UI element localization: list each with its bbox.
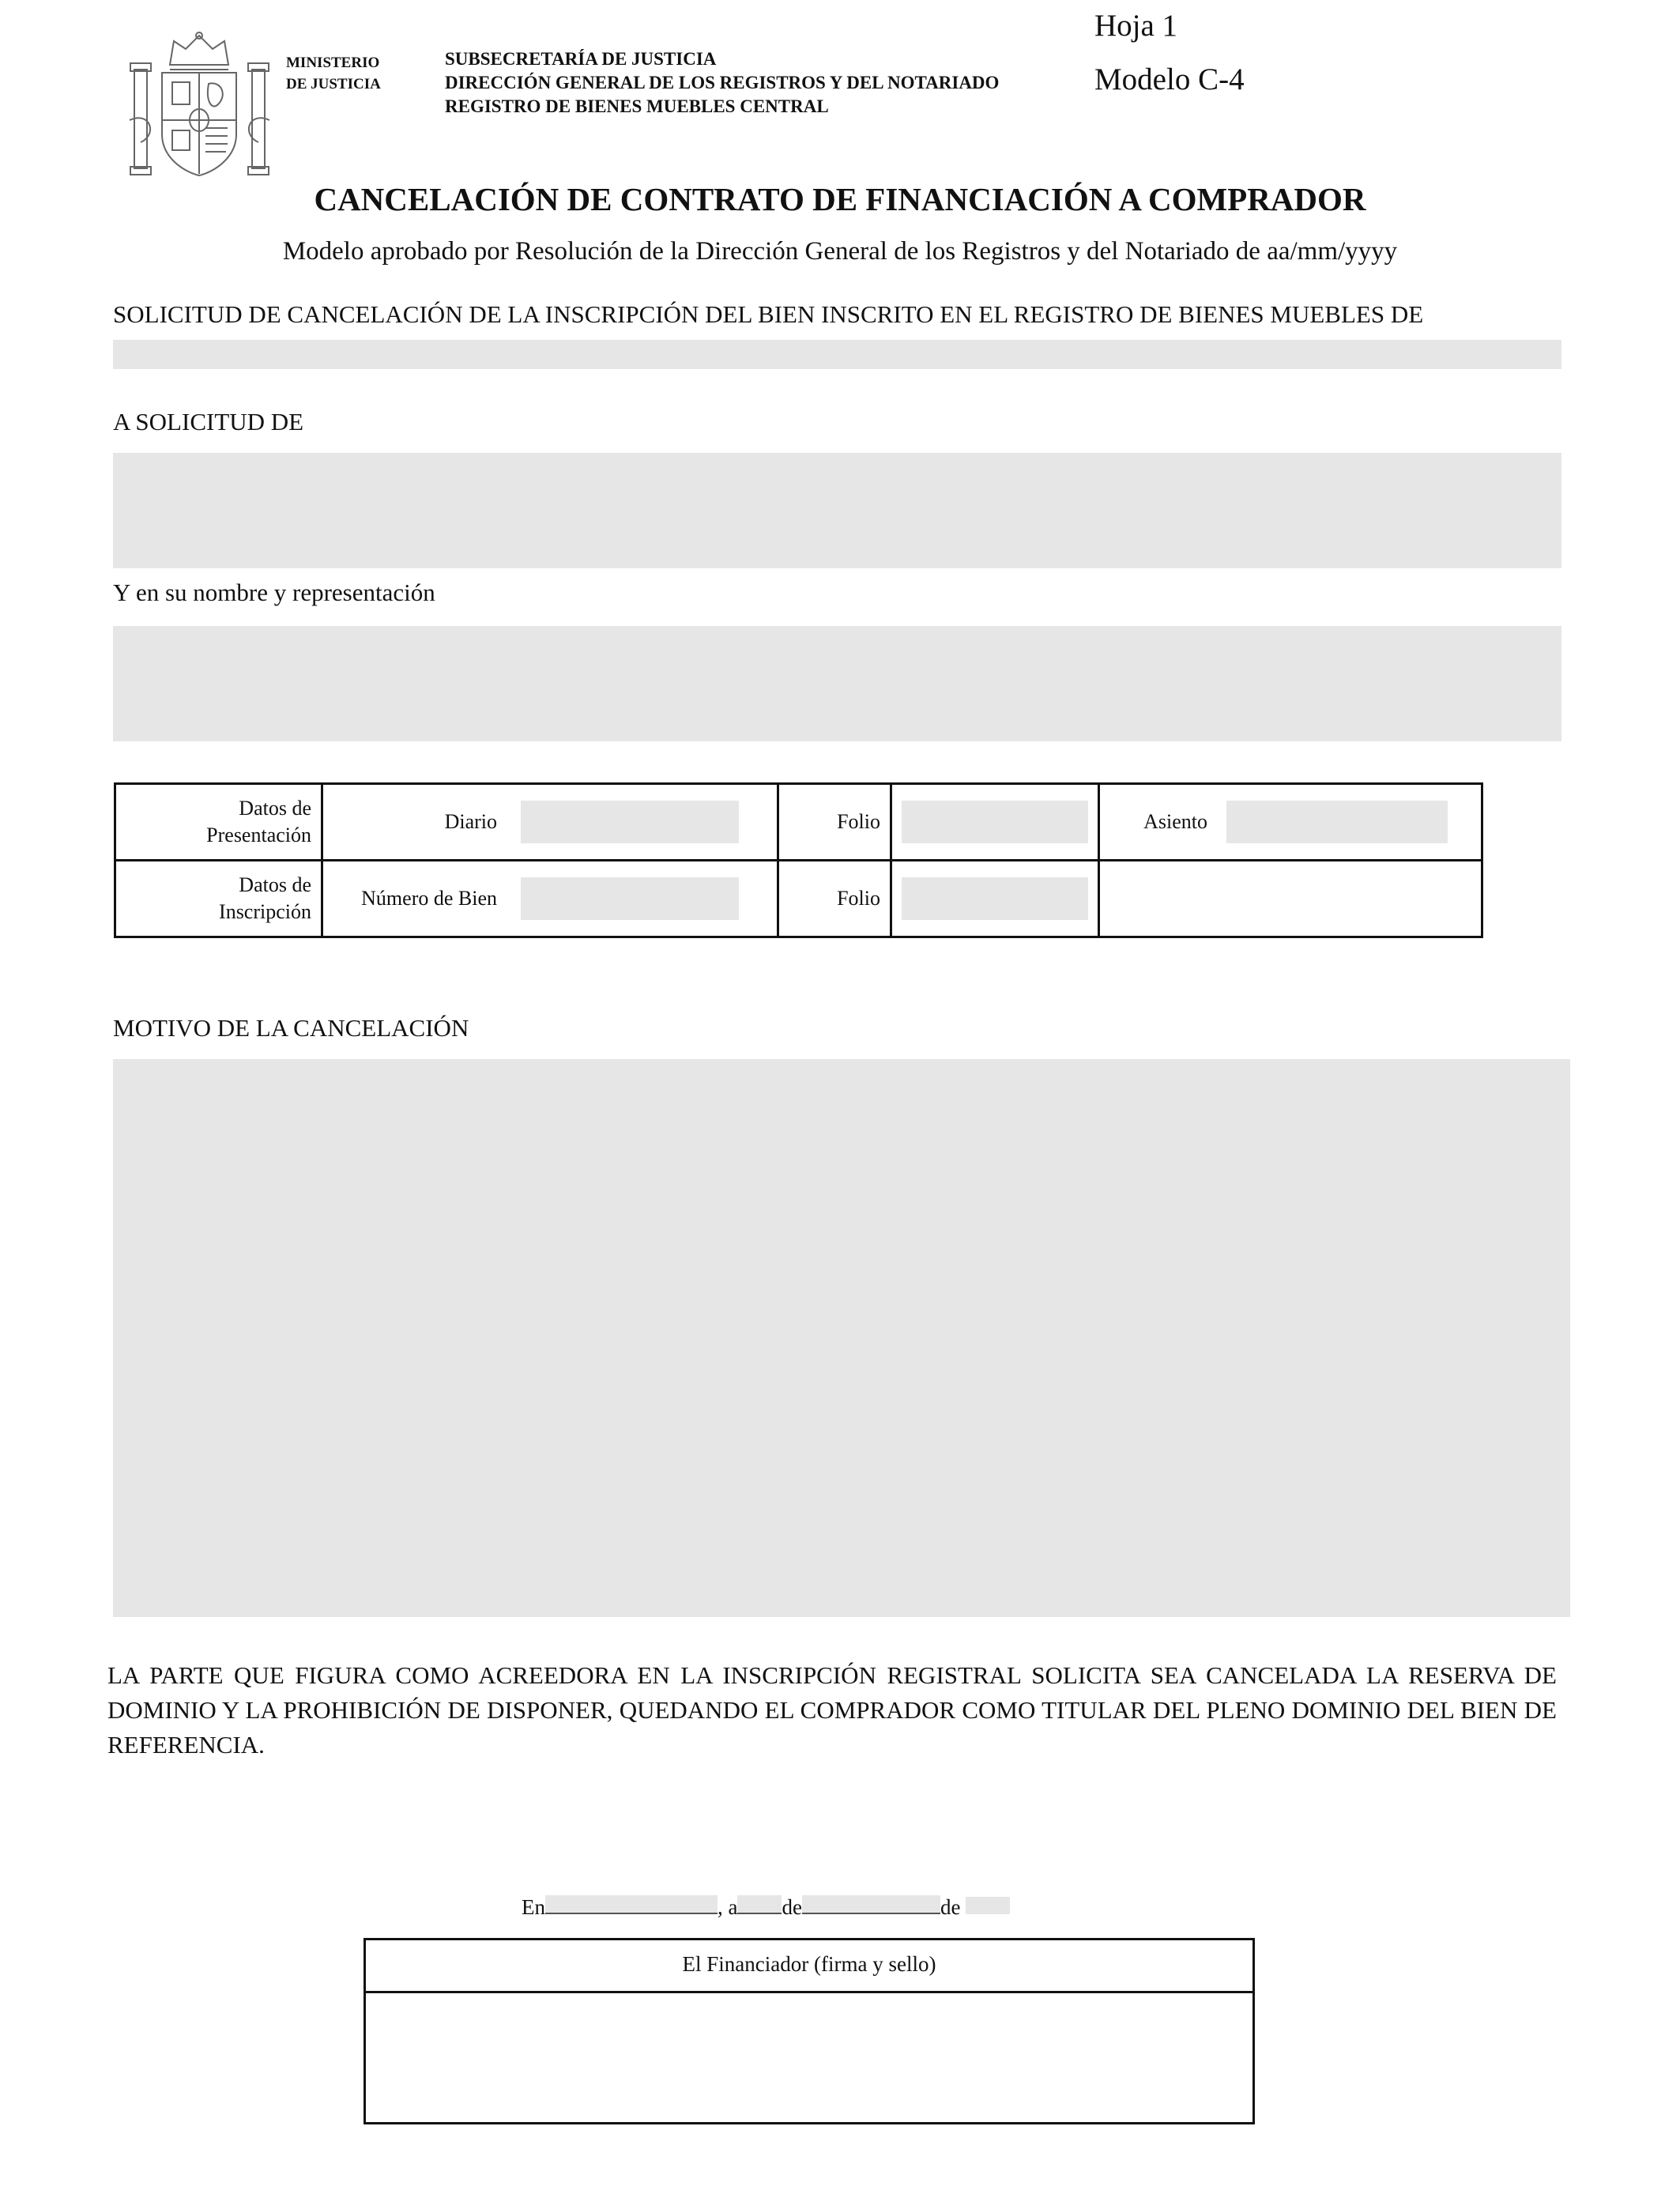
dia-field[interactable] (737, 1895, 782, 1914)
anio-field[interactable] (966, 1897, 1010, 1914)
subsecretaria-line-1: SUBSECRETARÍA DE JUSTICIA (445, 49, 717, 69)
declaracion-text: LA PARTE QUE FIGURA COMO ACREEDORA EN LA INSCRIPCIÓN REGISTRAL SOLICITA SEA CANCELADA LA RESERVA DE DOMINIO Y LA PROHIBICIÓN DE DISPONER, QUEDANDO EL COMPRADOR COMO TITULAR DEL PLENO DOMINIO DEL BIEN DE REFERENCIA. (107, 1661, 1557, 1759)
firma-heading: El Financiador (firma y sello) (366, 1940, 1252, 1993)
de-label-1: de (782, 1895, 802, 1919)
solicitante-field[interactable] (113, 453, 1561, 568)
page-title: CANCELACIÓN DE CONTRATO DE FINANCIACIÓN A COMPRADOR (314, 181, 1366, 217)
a-solicitud-label: A SOLICITUD DE (113, 408, 304, 435)
diario-cell (322, 784, 778, 861)
a-label: , a (718, 1895, 738, 1919)
de-label-2: de (940, 1895, 961, 1919)
model-code: Modelo C-4 (1094, 62, 1245, 96)
asiento-cell (1099, 784, 1482, 861)
lugar-fecha-line (522, 1895, 1010, 1920)
numero-bien-label: Número de Bien (361, 887, 497, 910)
table-row-presentacion (115, 784, 1482, 861)
representacion-label: Y en su nombre y representación (113, 579, 435, 606)
datos-inscripcion-line-2: Inscripción (219, 900, 311, 923)
diario-field[interactable] (521, 801, 739, 843)
folio-label-cell-2 (778, 861, 891, 937)
solicitud-cancelacion-label: SOLICITUD DE CANCELACIÓN DE LA INSCRIPCIÓN DEL BIEN INSCRITO EN EL REGISTRO DE BIENES MUEBLES DE (113, 300, 1424, 328)
datos-inscripcion-line-1: Datos de (239, 873, 311, 896)
table-row-inscripcion (115, 861, 1482, 937)
datos-inscripcion-label (115, 861, 322, 937)
firma-financiador-box (363, 1938, 1255, 2124)
empty-cell (1099, 861, 1482, 937)
asiento-label: Asiento (1143, 810, 1207, 833)
subsecretaria-line-3: REGISTRO DE BIENES MUEBLES CENTRAL (445, 96, 829, 116)
folio-presentacion-field[interactable] (902, 801, 1088, 843)
motivo-label: MOTIVO DE LA CANCELACIÓN (113, 1014, 469, 1042)
subsecretaria-block (445, 47, 999, 119)
mes-field[interactable] (802, 1895, 940, 1914)
folio-label-cell-1 (778, 784, 891, 861)
folio-field-cell-2 (891, 861, 1099, 937)
en-label: En (522, 1895, 545, 1919)
folio-inscripcion-field[interactable] (902, 877, 1088, 920)
numero-bien-cell (322, 861, 778, 937)
folio-label-1: Folio (837, 810, 880, 833)
numero-bien-field[interactable] (521, 877, 739, 920)
ministerio-label (286, 52, 381, 95)
motivo-field[interactable] (113, 1059, 1570, 1617)
datos-presentacion-line-1: Datos de (239, 797, 311, 820)
folio-field-cell-1 (891, 784, 1099, 861)
coat-of-arms-logo (126, 32, 273, 178)
diario-label: Diario (444, 810, 497, 833)
firma-area[interactable] (366, 1993, 1252, 2122)
page-subtitle: Modelo aprobado por Resolución de la Dirección General de los Registros y del Notariado de aa/mm/yyyy (282, 237, 1398, 266)
sheet-number: Hoja 1 (1094, 9, 1178, 43)
datos-presentacion-line-2: Presentación (206, 824, 311, 846)
representante-field[interactable] (113, 626, 1561, 741)
folio-label-2: Folio (837, 887, 880, 910)
datos-presentacion-label (115, 784, 322, 861)
lugar-field[interactable] (545, 1895, 718, 1914)
ministerio-line-2: DE JUSTICIA (286, 76, 381, 92)
ministerio-line-1: MINISTERIO (286, 55, 380, 71)
datos-registrales-table (114, 782, 1483, 938)
registro-bienes-muebles-field[interactable] (113, 340, 1561, 369)
subsecretaria-line-2: DIRECCIÓN GENERAL DE LOS REGISTROS Y DEL NOTARIADO (445, 73, 1000, 92)
asiento-field[interactable] (1226, 801, 1448, 843)
